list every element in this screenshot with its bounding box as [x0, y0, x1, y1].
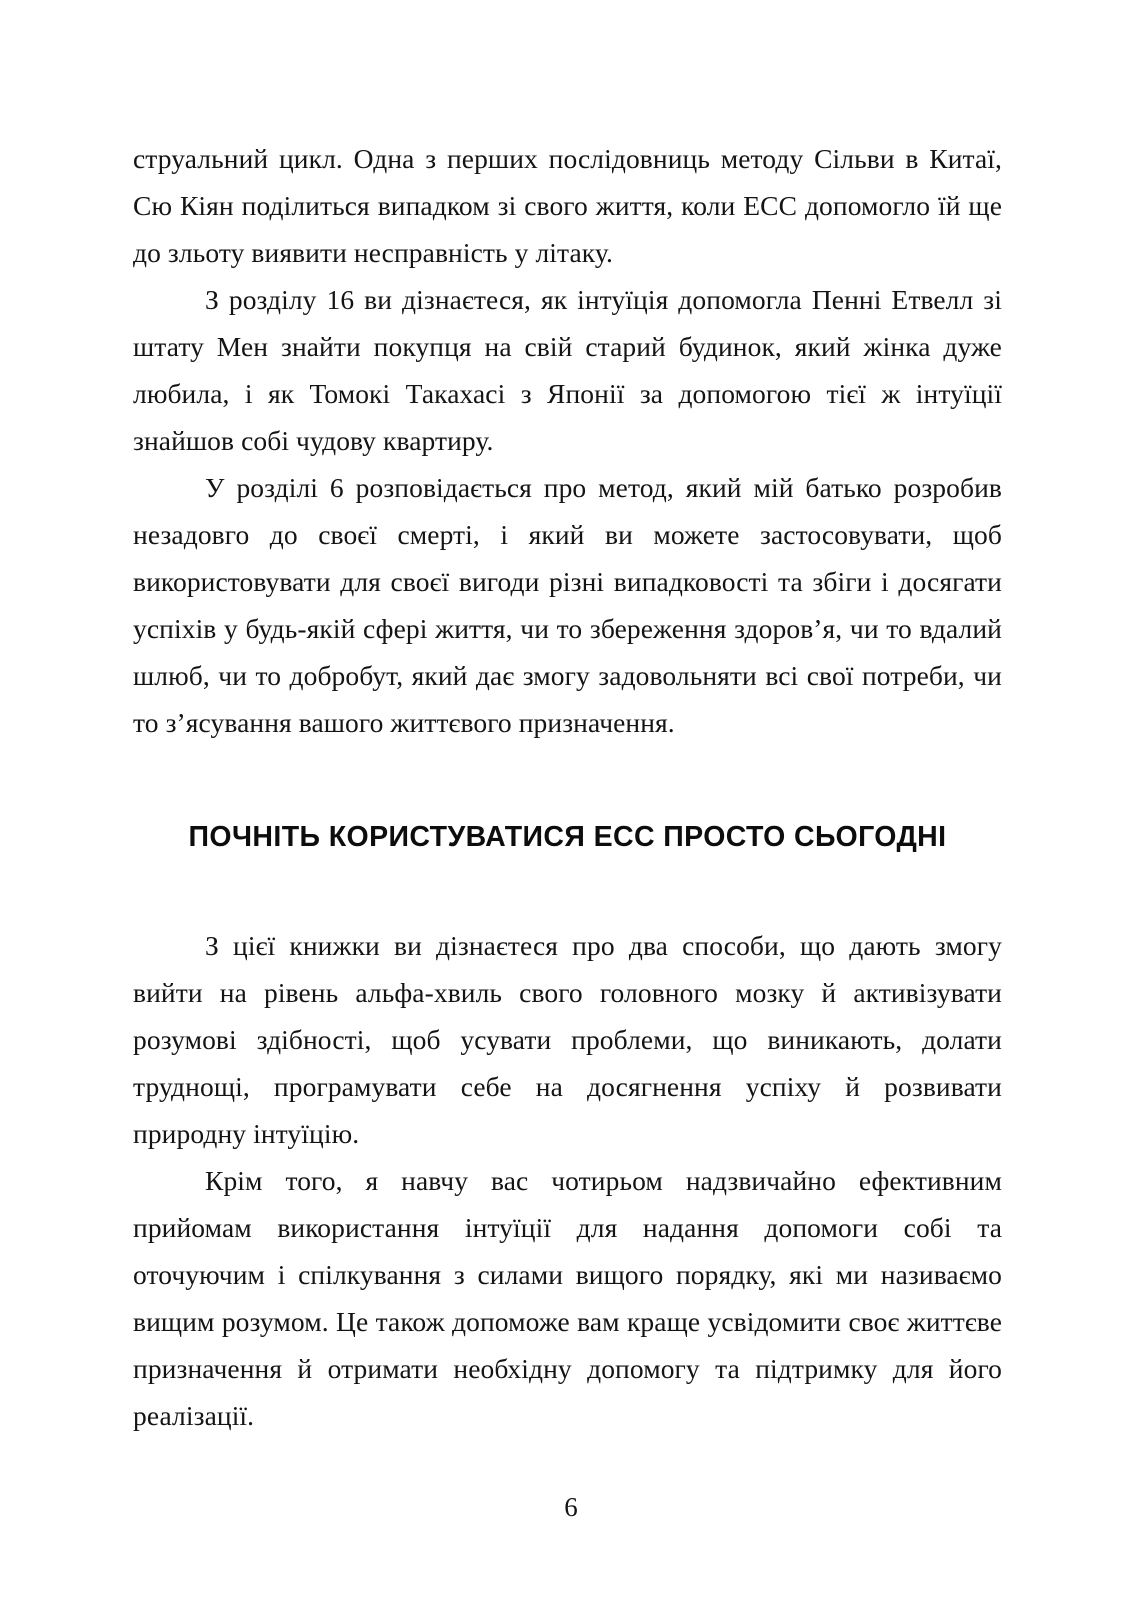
page-number: 6: [564, 1492, 578, 1522]
section-heading: ПОЧНІТЬ КОРИСТУВАТИСЯ ЕСС ПРОСТО СЬОГОДНІ: [188, 821, 947, 853]
paragraph-continuation: струальний цикл. Одна з перших послідовниць методу Сільви в Китаї, Сю Кіян поділиться випадком зі свого життя, коли ЕСС допомогло їй ще до зльоту виявити несправність у літаку.: [133, 143, 1002, 268]
paragraph: З цієї книжки ви дізнаєтеся про два способи, що дають змогу вийти на рівень альфа-хвиль свого головного мозку й активізувати розумові здібності, щоб усувати проблеми, що виникають, долати труднощі, програмувати себе на досягнення успіху й розвивати природну інтуїцію.: [133, 930, 1002, 1149]
paragraph: З розділу 16 ви дізнаєтеся, як інтуїція допомогла Пенні Етвелл зі штату Мен знайти покупця на свій старий будинок, який жінка дуже любила, і як Томокі Такахасі з Японії за допомогою тієї ж інтуїції знайшов собі чудову квартиру.: [133, 284, 1002, 456]
paragraph: У розділі 6 розповідається про метод, який мій батько розробив незадовго до своєї смерті, і який ви можете застосовувати, щоб використовувати для своєї вигоди різні випадковості та збіги і досягати успіхів у будь-якій сфері життя, чи то збереження здоров’я, чи то вдалий шлюб, чи то добробут, який дає змогу задовольняти всі свої потреби, чи то з’ясування вашого життєвого призначення.: [133, 472, 1002, 738]
page-body: [133, 135, 1002, 746]
page-body-second: [133, 922, 1002, 1439]
paragraph: Крім того, я навчу вас чотирьом надзвичайно ефективним прийомам використання інтуїції для надання допомоги собі та оточуючим і спілкування з силами вищого порядку, які ми називаємо вищим розумом. Це також допоможе вам краще усвідомити своє життєве призначення й отримати необхідну допомогу та підтримку для його реалізації.: [133, 1165, 1002, 1431]
